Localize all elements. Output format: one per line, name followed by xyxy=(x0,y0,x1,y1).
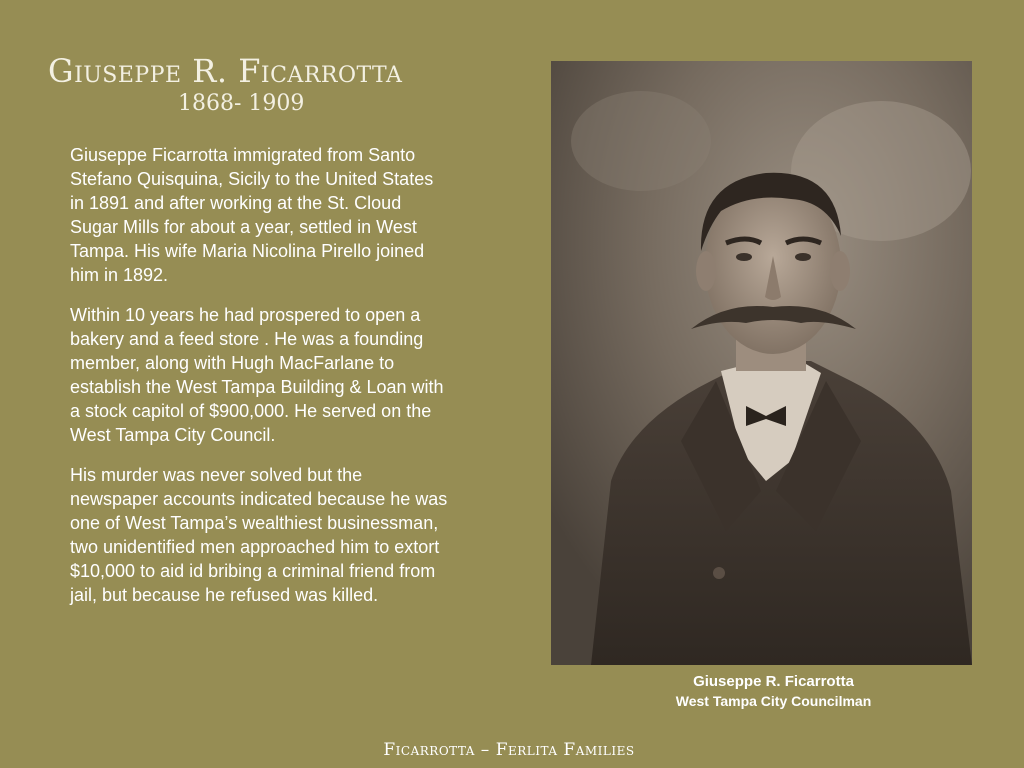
photo-caption-role: West Tampa City Councilman xyxy=(675,693,872,709)
photo-caption-name: Giuseppe R. Ficarrotta xyxy=(693,673,854,690)
portrait-photo xyxy=(551,61,972,665)
life-dates: 1868- 1909 xyxy=(178,91,305,116)
slide-footer: Ficarrotta – Ferlita Families xyxy=(383,740,635,760)
slide-title: Giuseppe R. Ficarrotta xyxy=(48,52,403,90)
biography-paragraph: Within 10 years he had prospered to open a bakery and a feed store . He was a founding member, along with Hugh MacFarlane to establish the West Tampa Building & Loan with a stock capitol of $900,000. He served on the West Tampa City Council. xyxy=(70,305,444,445)
biography-paragraph: His murder was never solved but the newspaper accounts indicated because he was one of West Tampa’s wealthiest businessman, two unidentified men approached him to extort $10,000 to aid id bribing a criminal friend from jail, but because he refused was killed. xyxy=(70,465,448,605)
biography-paragraph: Giuseppe Ficarrotta immigrated from Santo Stefano Quisquina, Sicily to the United States in 1891 and after working at the St. Cloud Sugar Mills for about a year, settled in West Tampa. His wife Maria Nicolina Pirello joined him in 1892. xyxy=(70,145,434,285)
biography-text xyxy=(70,143,448,623)
